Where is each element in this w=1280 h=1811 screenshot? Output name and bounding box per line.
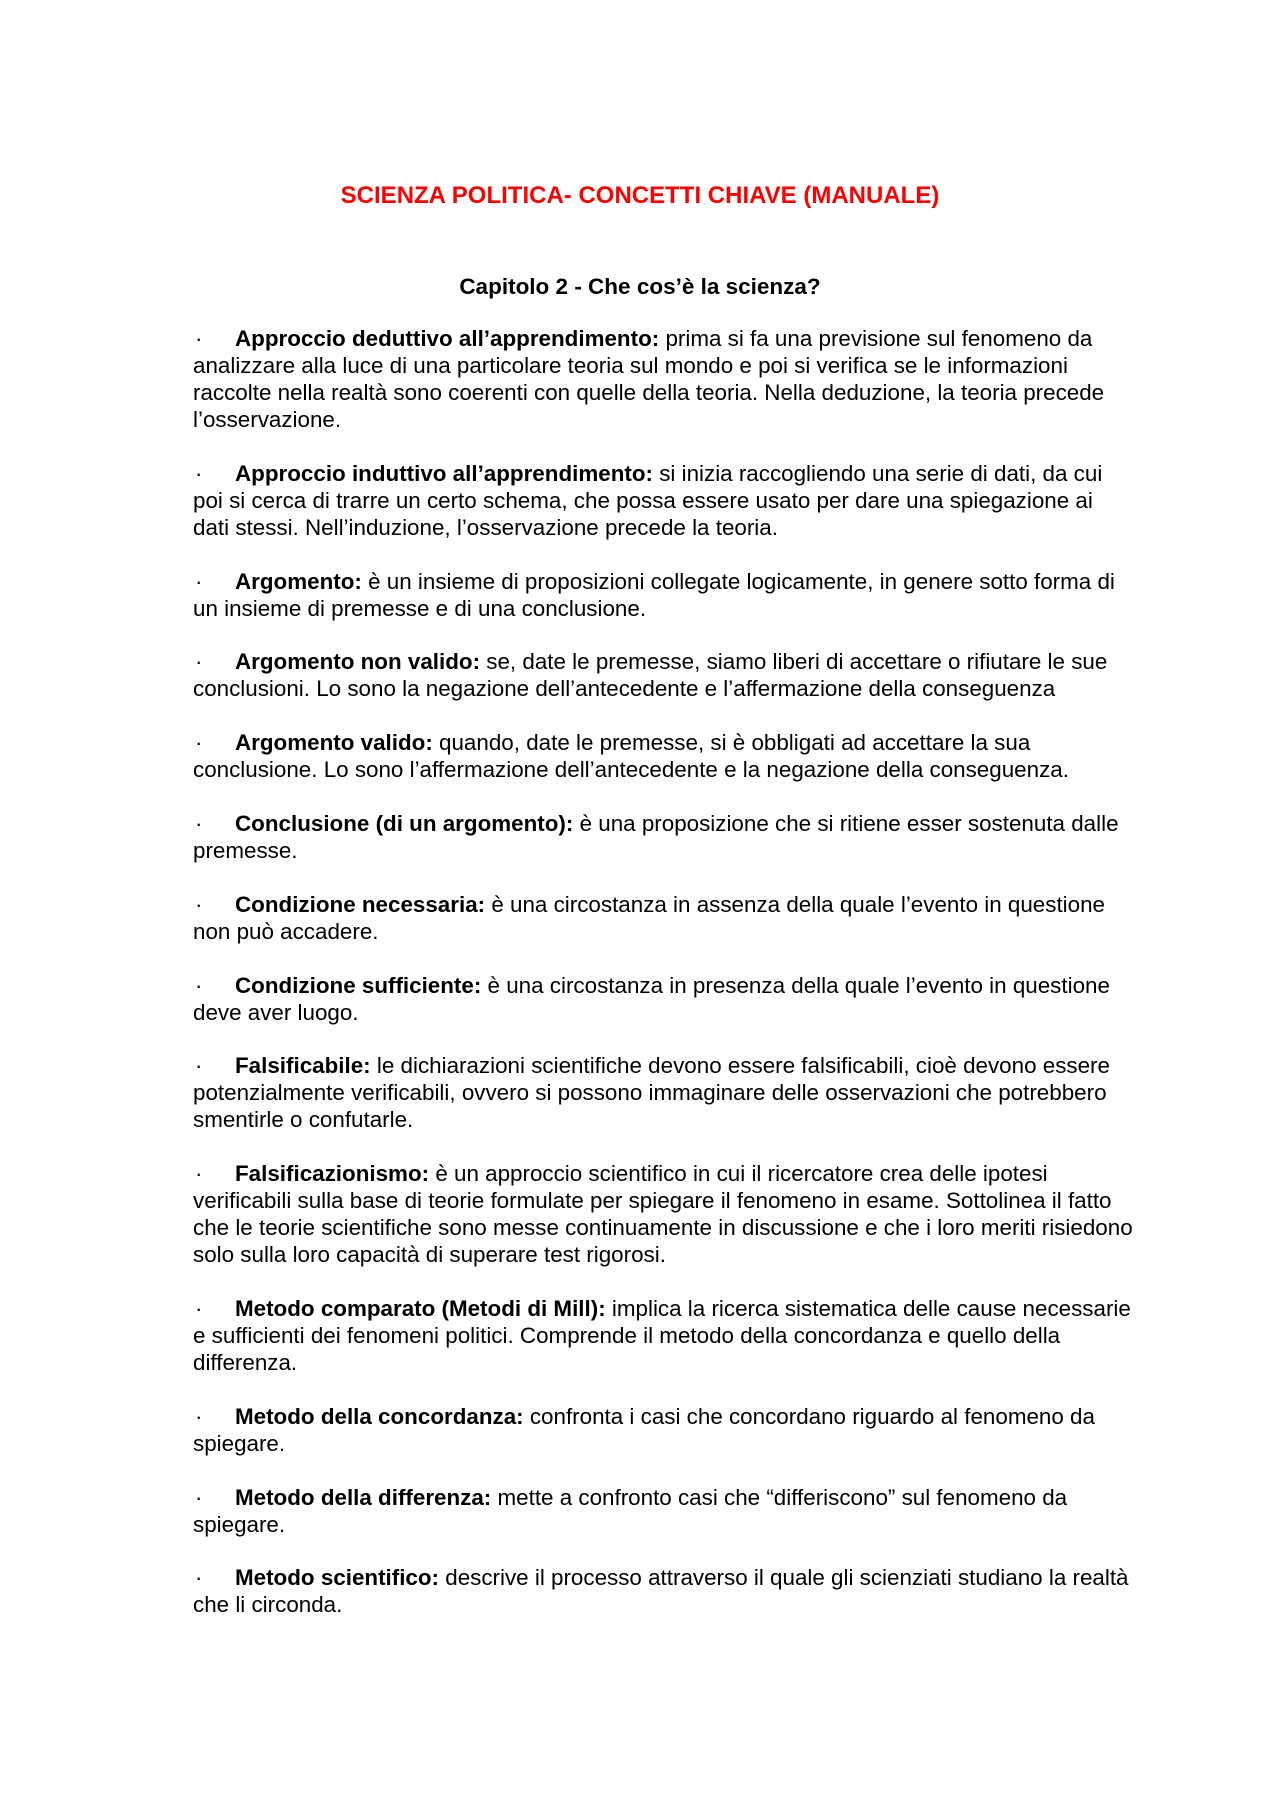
bullet-icon: ·: [195, 891, 203, 917]
glossary-entry: [193, 972, 1133, 1026]
bullet-icon: ·: [195, 568, 203, 594]
glossary-definition: le dichiarazioni scientifiche devono essere falsificabili, cioè devono essere potenzialmente verificabili, ovvero si possono immaginare delle osservazioni che potrebbero smentirle o confutarle.: [193, 1053, 1110, 1133]
glossary-term: Metodo comparato (Metodi di Mill):: [235, 1295, 606, 1321]
glossary-definition: è una circostanza in assenza della quale l’evento in questione non può accadere.: [193, 891, 1106, 944]
glossary-term: Condizione sufficiente:: [235, 972, 482, 998]
bullet-icon: ·: [195, 1565, 203, 1591]
glossary-entry: [193, 648, 1133, 702]
glossary-definition: è un approccio scientifico in cui il ricercatore crea delle ipotesi verificabili sulla base di teorie formulate per spiegare il fenomeno in esame. Sottolinea il fatto che le teorie scientifiche sono messe continuamente in discussione e che i loro meriti risiedono solo sulla loro capacità di superare test rigorosi.: [193, 1161, 1133, 1268]
glossary-entry: [193, 891, 1133, 945]
glossary-entry: [193, 1160, 1133, 1268]
glossary-entry: [193, 729, 1133, 783]
glossary-term: Argomento valido:: [235, 730, 433, 756]
bullet-icon: ·: [195, 1161, 203, 1187]
glossary-list: [193, 325, 1133, 1645]
document-title: SCIENZA POLITICA- CONCETTI CHIAVE (MANUALE): [340, 182, 940, 209]
glossary-entry: [193, 1564, 1133, 1618]
bullet-icon: ·: [195, 460, 203, 486]
bullet-icon: ·: [195, 730, 203, 756]
glossary-term: Conclusione (di un argomento):: [235, 810, 574, 836]
glossary-definition: è una circostanza in presenza della quale l’evento in questione deve aver luogo.: [193, 972, 1110, 1025]
glossary-term: Argomento:: [235, 568, 362, 594]
glossary-entry: [193, 1052, 1133, 1133]
glossary-entry: [193, 460, 1133, 541]
glossary-definition: implica la ricerca sistematica delle cause necessarie e sufficienti dei fenomeni politici. Comprende il metodo della concordanza e quello della differenza.: [193, 1295, 1131, 1375]
bullet-icon: ·: [195, 1295, 203, 1321]
glossary-term: Approccio induttivo all’apprendimento:: [235, 460, 653, 486]
glossary-definition: descrive il processo attraverso il quale gli scienziati studiano la realtà che li circonda.: [193, 1565, 1129, 1618]
chapter-heading: Capitolo 2 - Che cos’è la scienza?: [459, 274, 821, 299]
bullet-icon: ·: [195, 1403, 203, 1429]
glossary-entry: [193, 1484, 1133, 1538]
glossary-definition: è un insieme di proposizioni collegate logicamente, in genere sotto forma di un insieme di premesse e di una conclusione.: [193, 568, 1115, 621]
glossary-definition: mette a confronto casi che “differiscono” sul fenomeno da spiegare.: [193, 1484, 1068, 1537]
glossary-term: Falsificazionismo:: [235, 1161, 430, 1187]
glossary-term: Metodo della differenza:: [235, 1484, 492, 1510]
glossary-term: Approccio deduttivo all’apprendimento:: [235, 326, 660, 351]
glossary-entry: [193, 810, 1133, 864]
glossary-term: Argomento non valido:: [235, 649, 481, 675]
bullet-icon: ·: [195, 1484, 203, 1510]
glossary-term: Condizione necessaria:: [235, 891, 486, 917]
glossary-definition: quando, date le premesse, si è obbligati ad accettare la sua conclusione. Lo sono l’affermazione dell’antecedente e la negazione della conseguenza.: [193, 730, 1069, 783]
bullet-icon: ·: [195, 810, 203, 836]
bullet-icon: ·: [195, 972, 203, 998]
glossary-definition: è una proposizione che si ritiene esser sostenuta dalle premesse.: [193, 810, 1119, 863]
glossary-definition: confronta i casi che concordano riguardo al fenomeno da spiegare.: [193, 1403, 1095, 1456]
glossary-entry: [193, 568, 1133, 622]
glossary-definition: se, date le premesse, siamo liberi di accettare o rifiutare le sue conclusioni. Lo sono la negazione dell’antecedente e l’affermazione della conseguenza: [193, 649, 1108, 702]
bullet-icon: ·: [195, 326, 203, 351]
glossary-term: Falsificabile:: [235, 1053, 371, 1079]
glossary-definition: si inizia raccogliendo una serie di dati, da cui poi si cerca di trarre un certo schema, che possa essere usato per dare una spiegazione ai dati stessi. Nell’induzione, l’osservazione precede la teoria.: [193, 460, 1103, 540]
glossary-entry: [193, 325, 1133, 433]
bullet-icon: ·: [195, 649, 203, 675]
glossary-entry: [193, 1295, 1133, 1376]
glossary-entry: [193, 1403, 1133, 1457]
bullet-icon: ·: [195, 1053, 203, 1079]
glossary-definition: prima si fa una previsione sul fenomeno da analizzare alla luce di una particolare teoria sul mondo e poi si verifica se le informazioni raccolte nella realtà sono coerenti con quelle della teoria. Nella deduzione, la teoria precede l’osservazione.: [193, 326, 1105, 432]
glossary-term: Metodo scientifico:: [235, 1565, 440, 1591]
glossary-term: Metodo della concordanza:: [235, 1403, 524, 1429]
